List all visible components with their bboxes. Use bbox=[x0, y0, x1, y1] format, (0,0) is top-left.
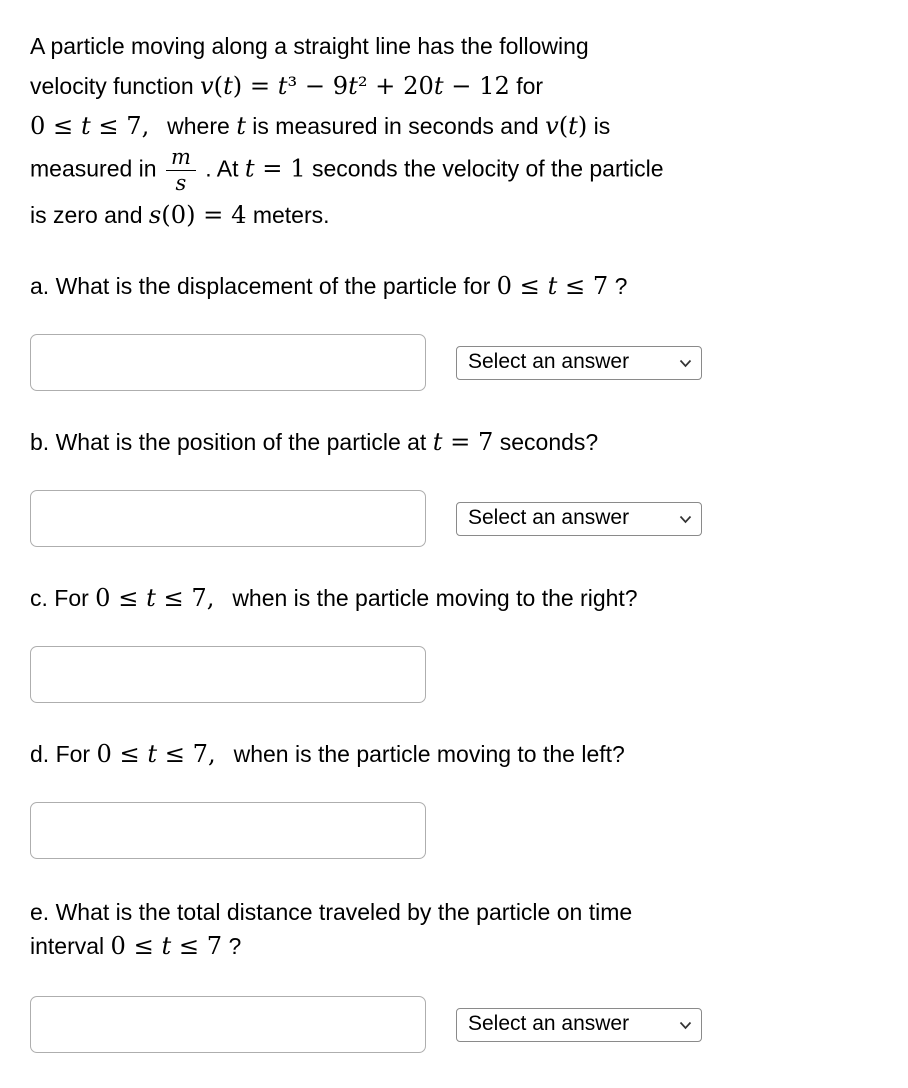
math-domain: 0 ≤ t ≤ 7, bbox=[30, 112, 150, 140]
text-segment: a. What is the displacement of the particle for bbox=[30, 273, 491, 300]
text-segment: when is the particle moving to the left? bbox=[222, 741, 625, 768]
fraction-numerator: m bbox=[166, 146, 196, 171]
answer-input-d[interactable] bbox=[30, 802, 426, 859]
question-e-line-1 bbox=[30, 895, 882, 929]
select-label: Select an answer bbox=[468, 349, 630, 373]
statement-line-4 bbox=[30, 146, 882, 195]
text-segment: A particle moving along a straight line has the following bbox=[30, 33, 589, 59]
select-label: Select an answer bbox=[468, 1011, 630, 1035]
statement-line-3 bbox=[30, 106, 882, 146]
answer-row-b bbox=[30, 490, 882, 547]
statement-line-2 bbox=[30, 66, 882, 106]
chevron-down-icon bbox=[679, 356, 692, 368]
text-segment: c. For bbox=[30, 585, 89, 612]
fraction-m-per-s bbox=[166, 146, 196, 195]
text-segment: b. What is the position of the particle at bbox=[30, 429, 427, 456]
math-velocity-function: v(t) = t³ − 9t² + 20t − 12 bbox=[200, 72, 510, 100]
text-segment: seconds? bbox=[499, 429, 599, 456]
problem-container bbox=[30, 26, 882, 1053]
answer-input-c[interactable] bbox=[30, 646, 426, 703]
math-s-of-0: s(0) = 4 bbox=[148, 201, 247, 230]
math-interval: 0 ≤ t ≤ 7, bbox=[95, 584, 215, 613]
chevron-down-icon bbox=[679, 1018, 692, 1030]
answer-select-b[interactable] bbox=[456, 502, 702, 536]
answer-select-e[interactable] bbox=[456, 1008, 702, 1042]
select-label: Select an answer bbox=[468, 505, 630, 529]
text-segment: measured in bbox=[30, 155, 157, 182]
text-segment: meters. bbox=[252, 202, 330, 229]
answer-row-a bbox=[30, 334, 882, 391]
chevron-down-icon bbox=[679, 512, 692, 524]
math-t: t bbox=[236, 112, 246, 140]
text-segment: ? bbox=[614, 273, 628, 300]
math-t-equals-1: t = 1 bbox=[244, 154, 306, 183]
math-v-of-t: v(t) bbox=[545, 112, 588, 140]
question-e bbox=[30, 895, 882, 963]
text-segment: for bbox=[516, 73, 544, 99]
text-segment: is zero and bbox=[30, 202, 143, 229]
question-b bbox=[30, 427, 882, 457]
answer-row-e bbox=[30, 996, 882, 1053]
text-segment: . At bbox=[205, 155, 239, 182]
text-segment: where bbox=[155, 113, 230, 139]
question-d bbox=[30, 739, 882, 769]
text-segment: is measured in seconds and bbox=[252, 113, 539, 139]
question-c bbox=[30, 583, 882, 613]
text-segment: ? bbox=[228, 933, 242, 960]
math-interval: 0 ≤ t ≤ 7, bbox=[96, 740, 216, 769]
text-segment: when is the particle moving to the right? bbox=[220, 585, 638, 612]
text-segment: velocity function bbox=[30, 73, 194, 99]
text-segment: d. For bbox=[30, 741, 91, 768]
text-segment: e. What is the total distance traveled by the particle on time bbox=[30, 899, 633, 926]
math-interval: 0 ≤ t ≤ 7 bbox=[110, 932, 223, 961]
question-e-line-2 bbox=[30, 929, 882, 963]
text-segment: is bbox=[593, 113, 611, 139]
statement-line-1 bbox=[30, 26, 882, 66]
answer-input-b[interactable] bbox=[30, 490, 426, 547]
fraction-denominator: s bbox=[175, 171, 187, 196]
answer-row-c bbox=[30, 646, 882, 703]
problem-statement bbox=[30, 26, 882, 235]
answer-input-e[interactable] bbox=[30, 996, 426, 1053]
text-segment: interval bbox=[30, 933, 105, 960]
math-interval: 0 ≤ t ≤ 7 bbox=[496, 272, 609, 301]
statement-line-5 bbox=[30, 195, 882, 235]
math-t-equals-7: t = 7 bbox=[432, 428, 494, 457]
question-a bbox=[30, 271, 882, 301]
text-segment: seconds the velocity of the particle bbox=[311, 155, 664, 182]
answer-row-d bbox=[30, 802, 882, 859]
answer-select-a[interactable] bbox=[456, 346, 702, 380]
answer-input-a[interactable] bbox=[30, 334, 426, 391]
